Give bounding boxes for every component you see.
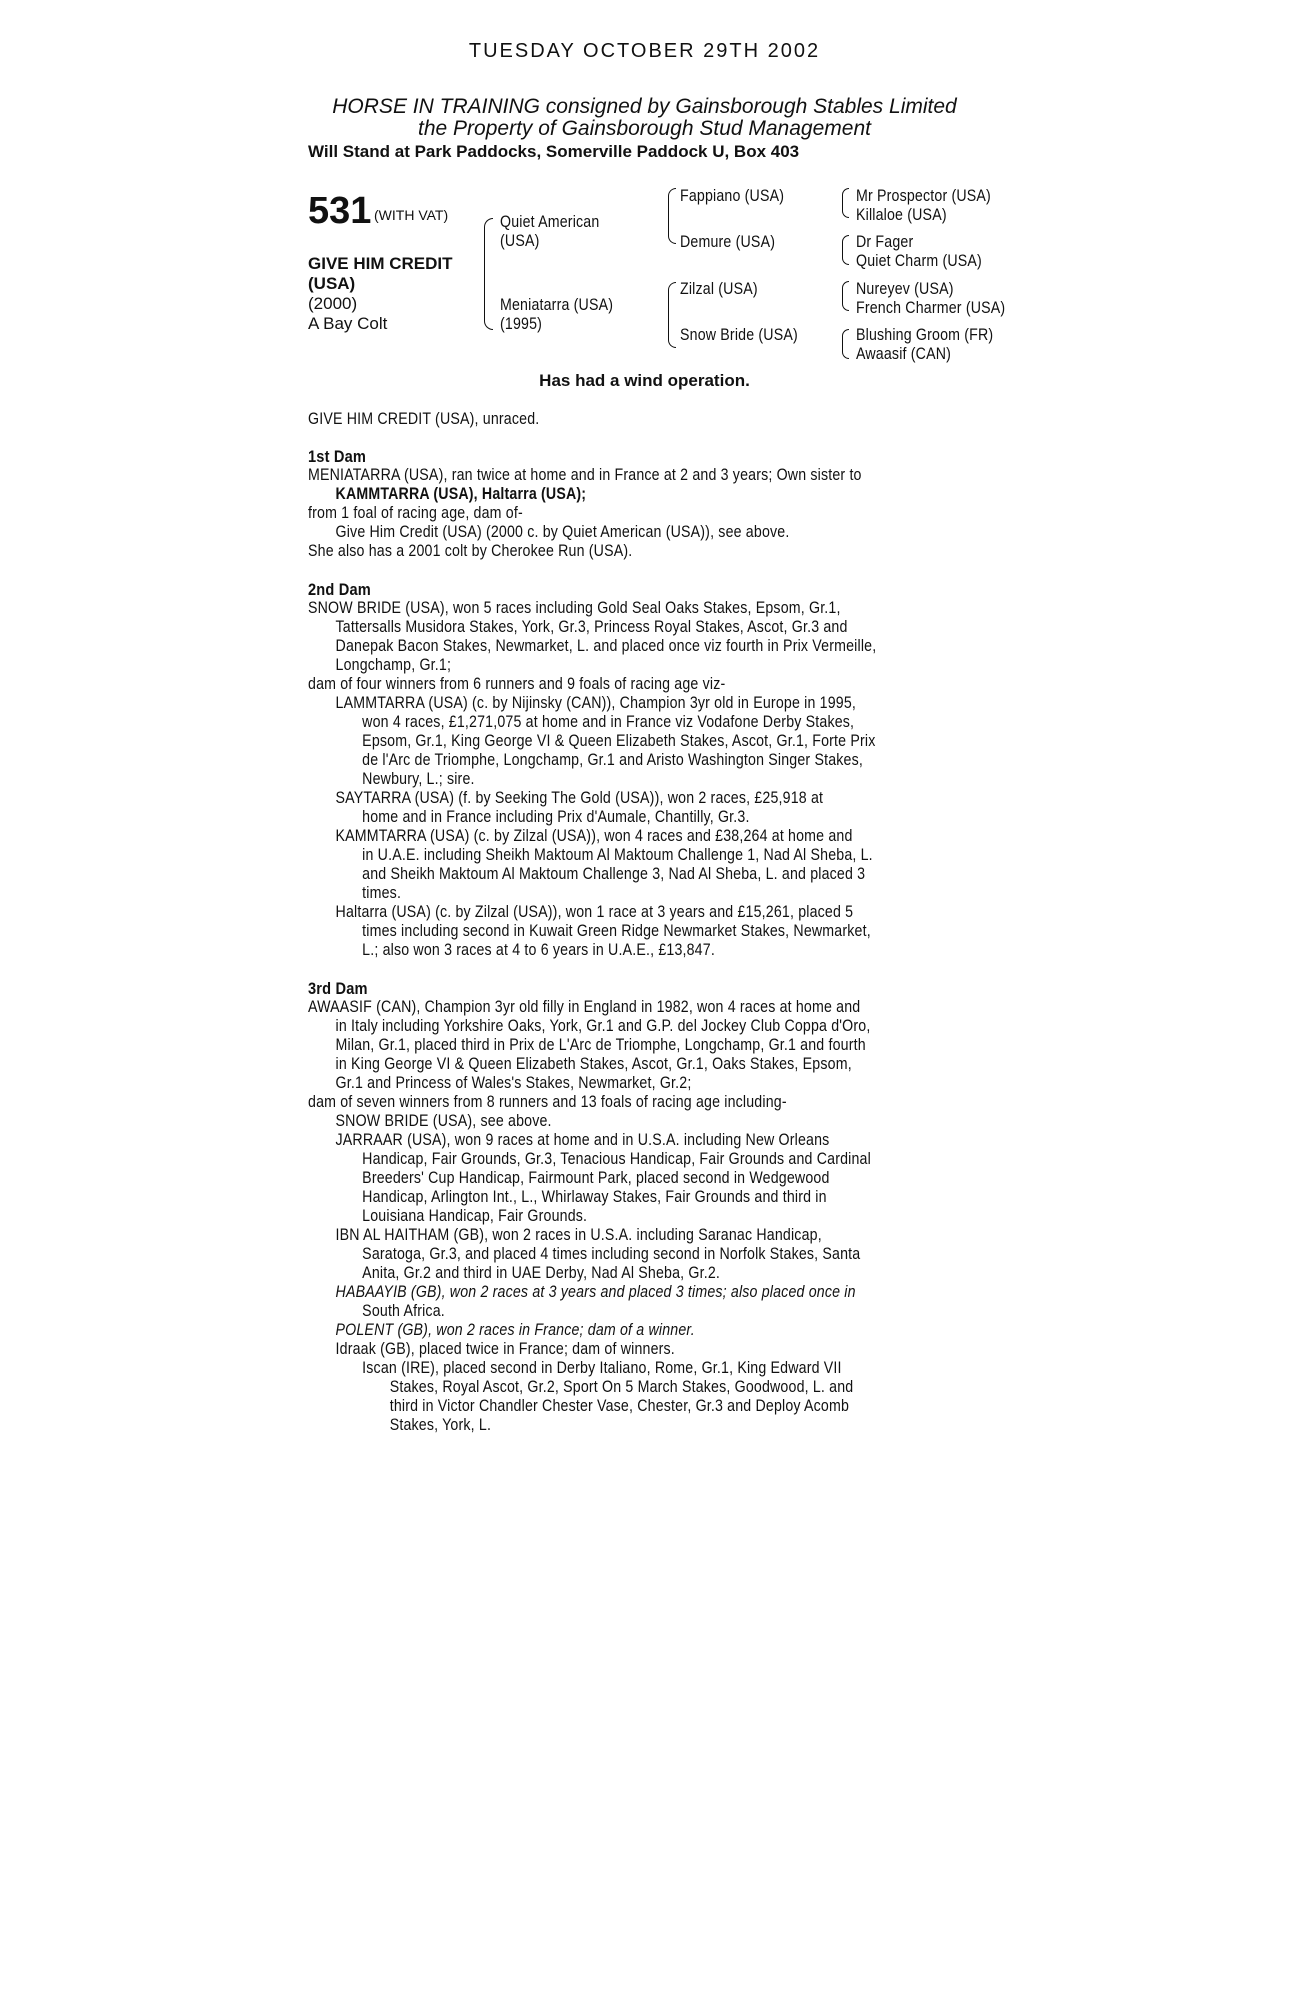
third-dam-line: Breeders' Cup Handicap, Fairmount Park, placed second in Wedgewood (362, 1169, 830, 1187)
third-dam-line: in Italy including Yorkshire Oaks, York, Gr.1 and G.P. del Jockey Club Coppa d'Oro, (335, 1017, 871, 1035)
third-dam-line: Anita, Gr.2 and third in UAE Derby, Nad Al Sheba, Gr.2. (362, 1264, 721, 1282)
pedigree-dam-sire: Zilzal (USA) (680, 280, 758, 298)
third-dam-line: Stakes, Royal Ascot, Gr.2, Sport On 5 March Stakes, Goodwood, L. and (389, 1378, 854, 1396)
second-dam-line: Tattersalls Musidora Stakes, York, Gr.3, Princess Royal Stakes, Ascot, Gr.3 and (335, 618, 848, 636)
second-dam-line: and Sheikh Maktoum Al Maktoum Challenge 3, Nad Al Sheba, L. and placed 3 (362, 865, 866, 883)
first-dam-line: MENIATARRA (USA), ran twice at home and in France at 2 and 3 years; Own sister to (308, 466, 862, 484)
second-dam-line: won 4 races, £1,271,075 at home and in France viz Vodafone Derby Stakes, (362, 713, 855, 731)
third-dam-line: Louisiana Handicap, Fair Grounds. (362, 1207, 588, 1225)
race-record-note: GIVE HIM CREDIT (USA), unraced. (308, 410, 540, 428)
second-dam-line: SNOW BRIDE (USA), won 5 races including Gold Seal Oaks Stakes, Epsom, Gr.1, (308, 599, 841, 617)
third-dam-line: SNOW BRIDE (USA), see above. (335, 1112, 552, 1130)
horse-country: (USA) (308, 274, 356, 293)
third-dam-line: Idraak (GB), placed twice in France; dam of winners. (335, 1340, 675, 1358)
second-dam-line: times. (362, 884, 402, 902)
pedigree-brace-snow-bride (842, 329, 849, 359)
second-dam-line: Haltarra (USA) (c. by Zilzal (USA)), won 1 race at 3 years and £15,261, placed 5 (335, 903, 854, 921)
vat-note: (WITH VAT) (374, 207, 449, 223)
third-dam-line: Saratoga, Gr.3, and placed 4 times including second in Norfolk Stakes, Santa (362, 1245, 861, 1263)
first-dam-line: KAMMTARRA (USA), Haltarra (USA); (335, 485, 587, 503)
third-dam-line: AWAASIF (CAN), Champion 3yr old filly in England in 1982, won 4 races at home and (308, 998, 861, 1016)
second-dam-line: Danepak Bacon Stakes, Newmarket, L. and placed once viz fourth in Prix Vermeille, (335, 637, 877, 655)
third-dam-heading: 3rd Dam (308, 979, 368, 998)
pedigree-brace-demure (842, 235, 849, 265)
pedigree-brace-fappiano (842, 188, 849, 218)
horse-description: A Bay Colt (308, 314, 388, 333)
second-dam-line: KAMMTARRA (USA) (c. by Zilzal (USA)), won 4 races and £38,264 at home and (335, 827, 853, 845)
third-dam-line: Milan, Gr.1, placed third in Prix de L'Arc de Triomphe, Longchamp, Gr.1 and fourth (335, 1036, 866, 1054)
pedigree-brace-main (484, 218, 493, 330)
third-dam-line: Handicap, Arlington Int., L., Whirlaway Stakes, Fair Grounds and third in (362, 1188, 827, 1206)
pedigree-brace-dam (668, 282, 676, 348)
second-dam-line: in U.A.E. including Sheikh Maktoum Al Maktoum Challenge 1, Nad Al Sheba, L. (362, 846, 873, 864)
second-dam-line: times including second in Kuwait Green Ridge Newmarket Stakes, Newmarket, (362, 922, 871, 940)
pedigree-sire-sire: Fappiano (USA) (680, 187, 785, 205)
second-dam-line: L.; also won 3 races at 4 to 6 years in U.A.E., £13,847. (362, 941, 715, 959)
first-dam-line: Give Him Credit (USA) (2000 c. by Quiet American (USA)), see above. (335, 523, 790, 541)
pedigree-brace-zilzal (842, 281, 849, 311)
third-dam-line: third in Victor Chandler Chester Vase, Chester, Gr.3 and Deploy Acomb (389, 1397, 850, 1415)
third-dam-line: HABAAYIB (GB), won 2 races at 3 years and placed 3 times; also placed once in (335, 1283, 856, 1301)
third-dam-line: POLENT (GB), won 2 races in France; dam of a winner. (335, 1321, 695, 1339)
wind-operation-note: Has had a wind operation. (539, 371, 750, 390)
first-dam-section (308, 447, 862, 561)
third-dam-line: dam of seven winners from 8 runners and 13 foals of racing age including- (308, 1093, 787, 1111)
second-dam-line: dam of four winners from 6 runners and 9 foals of racing age viz- (308, 675, 726, 693)
horse-name: GIVE HIM CREDIT (308, 254, 453, 273)
horse-identity (308, 254, 453, 334)
second-dam-line: Epsom, Gr.1, King George VI & Queen Elizabeth Stakes, Ascot, Gr.1, Forte Prix (362, 732, 876, 750)
first-dam-line: from 1 foal of racing age, dam of- (308, 504, 523, 522)
pedigree-dam: Meniatarra (USA) (1995) (500, 296, 614, 333)
pedigree-sire: Quiet American (USA) (500, 213, 600, 250)
lot-number: 531 (308, 190, 372, 232)
third-dam-line: Handicap, Fair Grounds, Gr.3, Tenacious Handicap, Fair Grounds and Cardinal (362, 1150, 871, 1168)
sale-date: TUESDAY OCTOBER 29TH 2002 (468, 40, 821, 62)
third-dam-line: Iscan (IRE), placed second in Derby Italiano, Rome, Gr.1, King Edward VII (362, 1359, 842, 1377)
third-dam-line: JARRAAR (USA), won 9 races at home and in U.S.A. including New Orleans (335, 1131, 830, 1149)
second-dam-line: SAYTARRA (USA) (f. by Seeking The Gold (USA)), won 2 races, £25,918 at (335, 789, 824, 807)
second-dam-section (308, 580, 876, 960)
second-dam-line: de l'Arc de Triomphe, Longchamp, Gr.1 and Aristo Washington Singer Stakes, (362, 751, 863, 769)
property-line: the Property of Gainsborough Stud Management (418, 117, 871, 140)
foaling-year: (2000) (308, 294, 358, 313)
third-dam-line: Gr.1 and Princess of Wales's Stakes, Newmarket, Gr.2; (335, 1074, 692, 1092)
consignment-heading (0, 96, 1289, 140)
first-dam-line: She also has a 2001 colt by Cherokee Run (USA). (308, 542, 633, 560)
consignor-line: HORSE IN TRAINING consigned by Gainsborough Stables Limited (332, 95, 957, 118)
second-dam-line: Longchamp, Gr.1; (335, 656, 452, 674)
pedigree-dam-dam: Snow Bride (USA) (680, 326, 798, 344)
second-dam-line: Newbury, L.; sire. (362, 770, 475, 788)
third-dam-section (308, 979, 871, 1435)
pedigree-brace-sire (668, 188, 676, 244)
pedigree-gen3-group4: Blushing Groom (FR) Awaasif (CAN) (856, 326, 994, 363)
third-dam-line: South Africa. (362, 1302, 445, 1320)
second-dam-heading: 2nd Dam (308, 580, 371, 599)
pedigree-gen3-group1: Mr Prospector (USA) Killaloe (USA) (856, 187, 991, 224)
third-dam-line: Stakes, York, L. (389, 1416, 492, 1434)
pedigree-gen3-group3: Nureyev (USA) French Charmer (USA) (856, 280, 1006, 317)
first-dam-heading: 1st Dam (308, 447, 367, 466)
third-dam-line: IBN AL HAITHAM (GB), won 2 races in U.S.A. including Saranac Handicap, (335, 1226, 822, 1244)
third-dam-line: in King George VI & Queen Elizabeth Stakes, Ascot, Gr.1, Oaks Stakes, Epsom, (335, 1055, 852, 1073)
second-dam-line: LAMMTARRA (USA) (c. by Nijinsky (CAN)), Champion 3yr old in Europe in 1995, (335, 694, 857, 712)
pedigree-sire-dam: Demure (USA) (680, 233, 776, 251)
pedigree-gen3-group2: Dr Fager Quiet Charm (USA) (856, 233, 982, 270)
stand-location: Will Stand at Park Paddocks, Somerville Paddock U, Box 403 (308, 142, 800, 161)
second-dam-line: home and in France including Prix d'Aumale, Chantilly, Gr.3. (362, 808, 750, 826)
